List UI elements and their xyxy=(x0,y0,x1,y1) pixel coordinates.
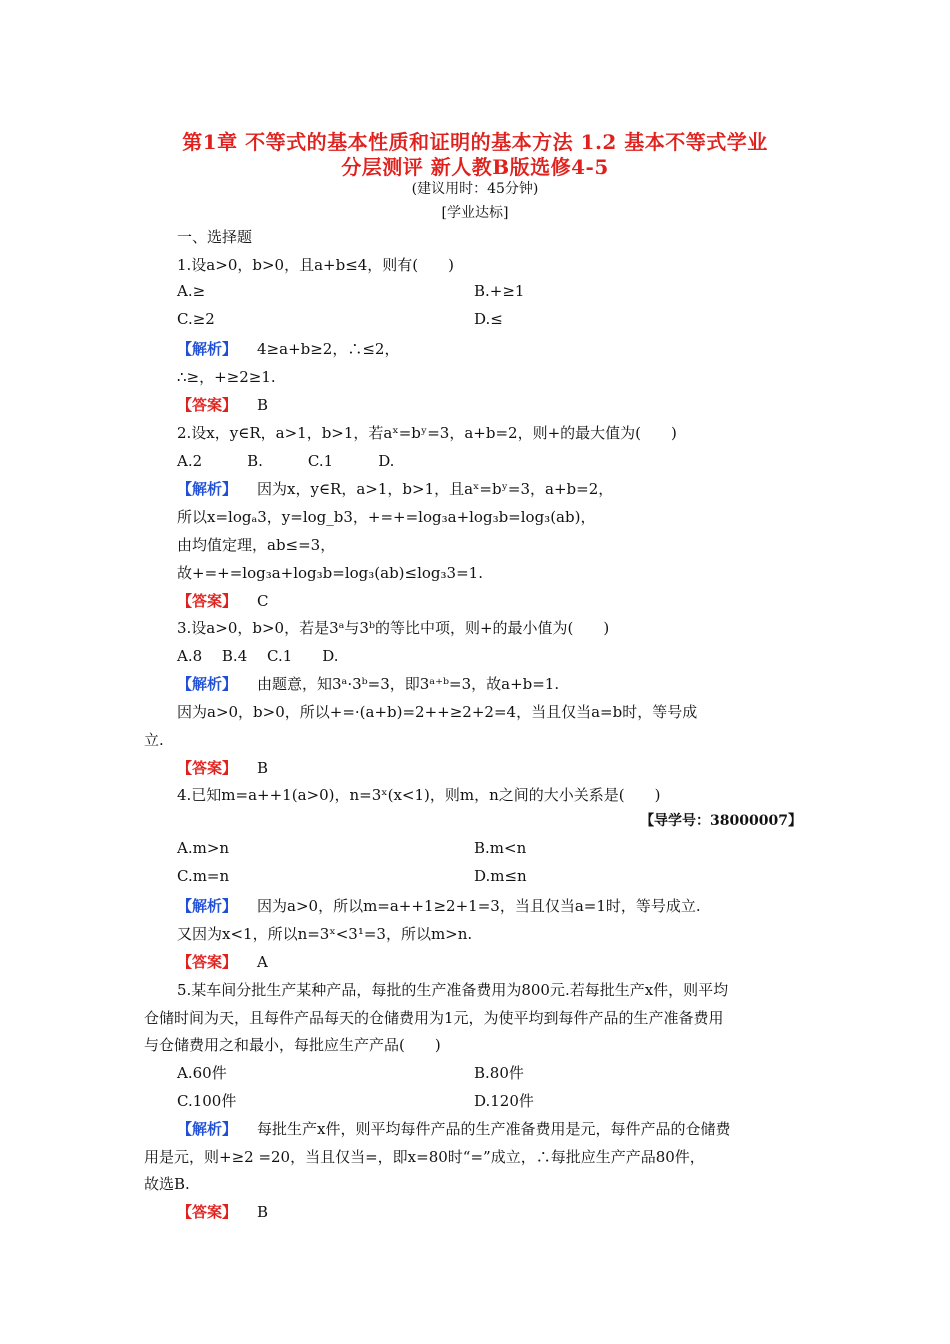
time-note: (建议用时：45分钟) xyxy=(411,181,539,197)
q3-solution-3: 立. xyxy=(144,731,164,749)
q1-option-d: D.≤ xyxy=(474,310,503,328)
q3-analysis xyxy=(177,673,559,694)
q1-analysis xyxy=(177,338,399,359)
guide-number: 【导学号：38000007】 xyxy=(640,813,802,829)
q5-solution-3: 故选B. xyxy=(144,1175,190,1193)
q5-stem-3: 与仓储费用之和最小，每批应生产产品( ) xyxy=(144,1036,441,1054)
q4-option-d: D.m≤n xyxy=(474,867,527,885)
q1-option-c: C.≥2 xyxy=(177,310,215,328)
q5-answer-value: B xyxy=(257,1203,269,1221)
q3-options: A.8 B.4 C.1 D. xyxy=(177,647,339,665)
q5-option-b: B.80件 xyxy=(474,1064,524,1082)
q5-option-a: A.60件 xyxy=(177,1064,227,1082)
q4-option-a: A.m>n xyxy=(177,839,230,857)
q4-answer-value: A xyxy=(257,953,268,971)
document-title-line2: 分层测评 新人教B版选修4-5 xyxy=(341,155,609,179)
q2-answer-value: C xyxy=(257,592,269,610)
document-title-line1: 第1章 不等式的基本性质和证明的基本方法 1.2 基本不等式学业 xyxy=(182,130,768,154)
q2-solution-4: 故+=+=log₃a+log₃b=log₃(ab)≤log₃3=1. xyxy=(177,564,483,582)
q5-answer xyxy=(177,1201,268,1222)
q5-stem-1: 5.某车间分批生产某种产品，每批的生产准备费用为800元.若每批生产x件，则平均 xyxy=(177,981,729,999)
analysis-label: 【解析】 xyxy=(177,897,238,915)
q1-stem: 1.设a>0，b>0，且a+b≤4，则有( ) xyxy=(177,256,455,274)
q3-stem: 3.设a>0，b>0，若是3ᵃ与3ᵇ的等比中项，则+的最小值为( ) xyxy=(177,619,610,637)
q4-option-b: B.m<n xyxy=(474,839,527,857)
answer-label: 【答案】 xyxy=(177,953,238,971)
q2-solution-1: 因为x，y∈R，a>1，b>1，且aˣ=bʸ=3，a+b=2， xyxy=(257,480,614,498)
section-tag: [学业达标] xyxy=(441,205,509,221)
q3-solution-1: 由题意，知3ᵃ·3ᵇ=3，即3ᵃ⁺ᵇ=3，故a+b=1. xyxy=(257,675,560,693)
q2-solution-3: 由均值定理，ab≤=3， xyxy=(177,536,336,554)
answer-label: 【答案】 xyxy=(177,396,238,414)
analysis-label: 【解析】 xyxy=(177,340,238,358)
q1-option-b: B.+≥1 xyxy=(474,282,525,300)
answer-label: 【答案】 xyxy=(177,1203,238,1221)
q5-option-c: C.100件 xyxy=(177,1092,237,1110)
q4-stem: 4.已知m=a++1(a>0)，n=3ˣ(x<1)，则m，n之间的大小关系是( ) xyxy=(177,786,661,804)
q5-option-d: D.120件 xyxy=(474,1092,534,1110)
q5-analysis xyxy=(177,1118,730,1139)
answer-label: 【答案】 xyxy=(177,759,238,777)
q4-solution-2: 又因为x<1，所以n=3ˣ<3¹=3，所以m>n. xyxy=(177,925,473,943)
analysis-label: 【解析】 xyxy=(177,675,238,693)
q4-option-c: C.m=n xyxy=(177,867,230,885)
q1-solution-1: 4≥a+b≥2，∴≤2， xyxy=(257,340,400,358)
q5-solution-2: 用是元，则+≥2 =20，当且仅当=，即x=80时“=”成立，∴每批应生产产品80件， xyxy=(144,1148,705,1166)
q2-analysis xyxy=(177,478,613,499)
q4-solution-1: 因为a>0，所以m=a++1≥2+1=3，当且仅当a=1时，等号成立. xyxy=(257,897,701,915)
q4-analysis xyxy=(177,895,701,916)
answer-label: 【答案】 xyxy=(177,592,238,610)
q3-answer-value: B xyxy=(257,759,269,777)
q2-options: A.2 B. C.1 D. xyxy=(177,452,395,470)
q3-answer xyxy=(177,757,268,778)
q5-stem-2: 仓储时间为天，且每件产品每天的仓储费用为1元，为使平均到每件产品的生产准备费用 xyxy=(144,1009,724,1027)
analysis-label: 【解析】 xyxy=(177,480,238,498)
q3-solution-2: 因为a>0，b>0，所以+=·(a+b)=2++≥2+2=4，当且仅当a=b时，等号成 xyxy=(177,703,698,721)
q1-answer xyxy=(177,394,268,415)
q1-answer-value: B xyxy=(257,396,269,414)
section-heading: 一、选择题 xyxy=(177,228,253,246)
q1-option-a: A.≥ xyxy=(177,282,206,300)
q5-solution-1: 每批生产x件，则平均每件产品的生产准备费用是元，每件产品的仓储费 xyxy=(257,1120,731,1138)
q2-stem: 2.设x，y∈R，a>1，b>1，若aˣ=bʸ=3，a+b=2，则+的最大值为( ) xyxy=(177,424,677,442)
q1-solution-2: ∴≥，+≥2≥1. xyxy=(177,368,276,386)
q2-answer xyxy=(177,590,269,611)
q4-answer xyxy=(177,951,268,972)
q2-solution-2: 所以x=logₐ3，y=log_b3，+=+=log₃a+log₃b=log₃(ab)， xyxy=(177,508,596,526)
analysis-label: 【解析】 xyxy=(177,1120,238,1138)
